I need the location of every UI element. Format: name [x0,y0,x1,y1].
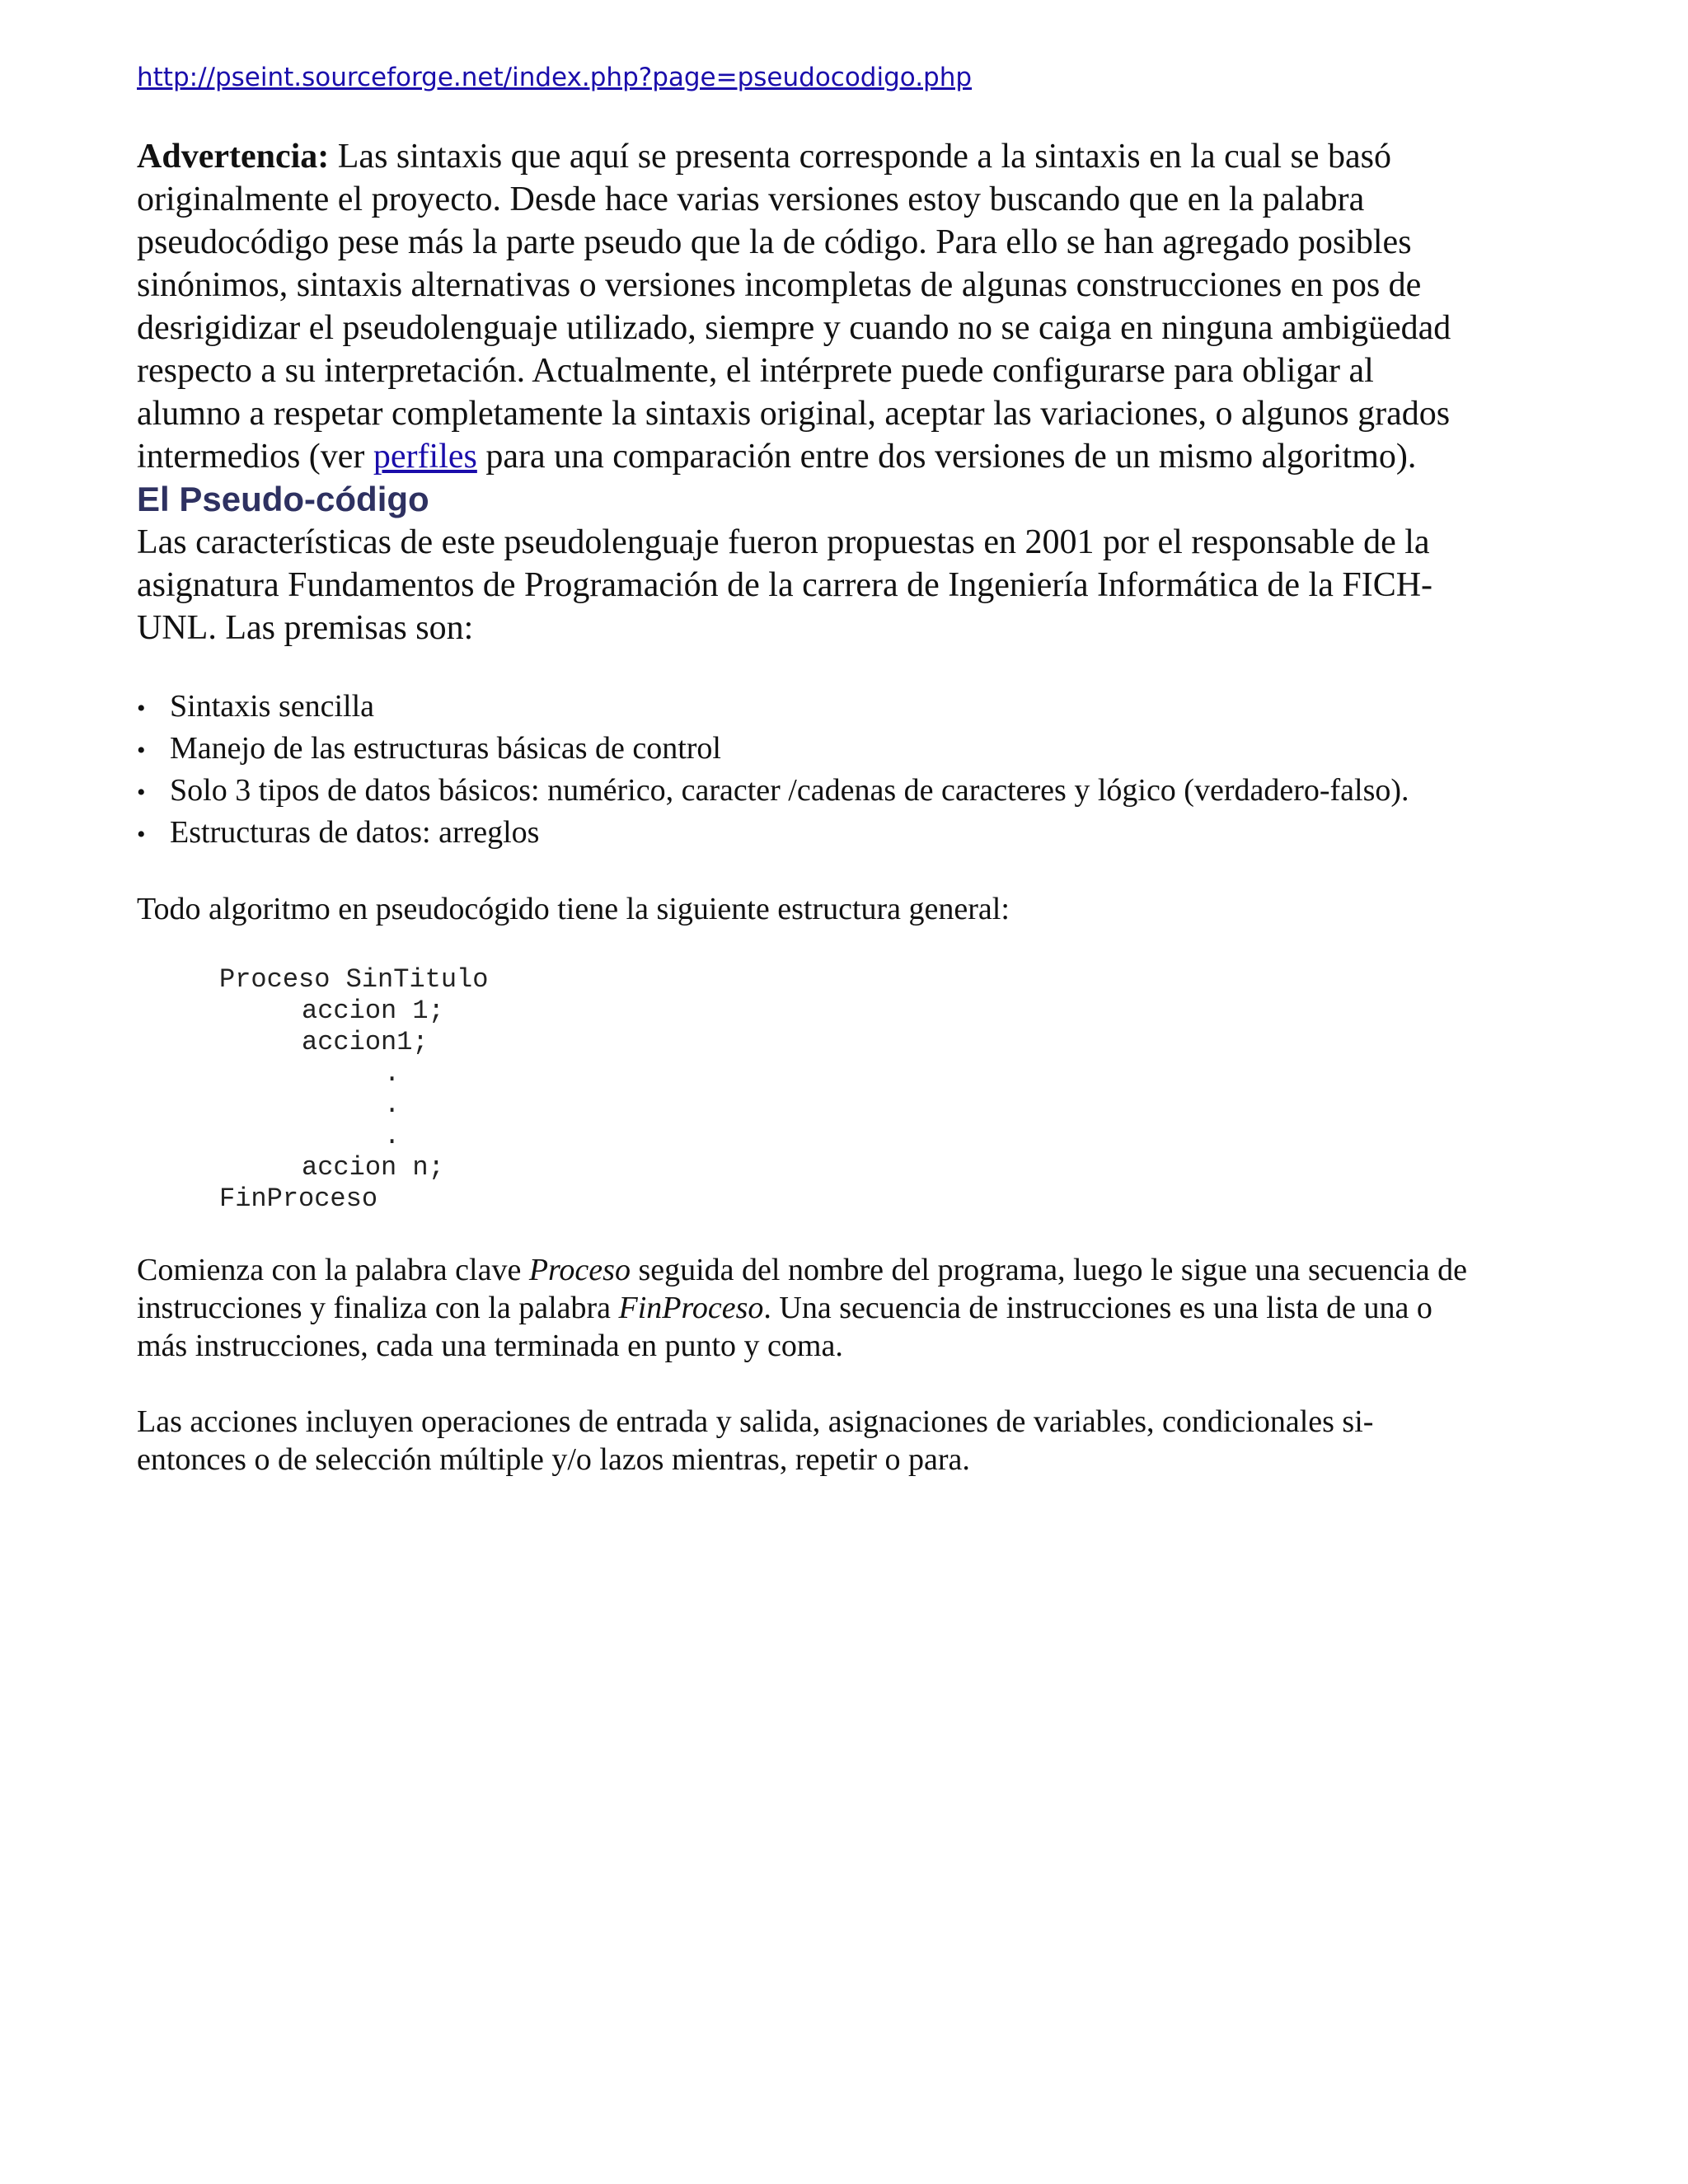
section-intro: Las características de este pseudolenguaje fueron propuestas en 2001 por el responsable de la asignatura Fundamentos de Programación de la carrera de Ingeniería Informática de la FICH-UNL. Las premisas son: [137,523,1433,647]
bullet-icon: • [137,779,146,806]
actions-paragraph: Las acciones incluyen operaciones de entrada y salida, asignaciones de variables, condicionales si-entonces o de selección múltiple y/o lazos mientras, repetir o para. [137,1404,1374,1477]
code-line: Proceso SinTitulo [219,964,489,995]
document-page [137,58,1480,1479]
code-line: accion 1; [302,996,444,1026]
list-item: • Solo 3 tipos de datos básicos: numérico, caracter /cadenas de caracteres y lógico (verdadero-falso). [137,771,1480,812]
bullet-icon: • [137,695,146,722]
list-item: • Estructuras de datos: arreglos [137,813,1480,854]
warning-label: Advertencia: [137,138,330,176]
code-ellipsis-dot: . [384,1121,401,1151]
keyword-finproceso: FinProceso [618,1291,764,1325]
description-paragraph: Comienza con la palabra clave Proceso seguida del nombre del programa, luego le sigue una secuencia de instrucciones y finaliza con la palabra FinProceso. Una secuencia de instrucciones es una lista de una o más instrucciones, cada una terminada en punto y coma. [137,1253,1468,1363]
warning-text: Las sintaxis que aquí se presenta corresponde a la sintaxis en la cual se basó originalmente el proyecto. Desde hace varias versiones estoy buscando que en la palabra pseudocódigo pese más la parte pseudo que la de código. Para ello se han agregado posibles sinónimos, sintaxis alternativas o versiones incompletas de algunas construcciones en pos de desrigidizar el pseudolenguaje utilizado, siempre y cuando no se caiga en ninguna ambigüedad respecto a su interpretación. Actualmente, el intérprete puede configurarse para obligar al alumno a respetar completamente la sintaxis original, aceptar las variaciones, o algunos grados intermedios (ver [137,138,1451,476]
premises-list [137,687,1480,854]
list-item: • Manejo de las estructuras básicas de control [137,729,1480,770]
list-item: • Sintaxis sencilla [137,687,1480,728]
source-url-link[interactable]: http://pseint.sourceforge.net/index.php?page=pseudocodigo.php [137,63,973,92]
bullet-icon: • [137,821,146,848]
section-title: El Pseudo-código [137,480,429,518]
warning-paragraph [137,135,1480,478]
bullet-icon: • [137,737,146,764]
code-ellipsis-dot: . [384,1090,401,1120]
warning-text-end: para una comparación entre dos versiones de un mismo algoritmo). [476,438,1417,476]
keyword-proceso: Proceso [528,1253,631,1287]
code-ellipsis-dot: . [384,1058,401,1089]
code-block [219,964,1480,1215]
code-line: accion1; [302,1027,429,1057]
code-line: accion n; [302,1152,444,1183]
structure-intro: Todo algoritmo en pseudocógido tiene la siguiente estructura general: [137,892,1010,926]
perfiles-link[interactable]: perfiles [373,438,477,476]
code-line: FinProceso [219,1183,378,1214]
